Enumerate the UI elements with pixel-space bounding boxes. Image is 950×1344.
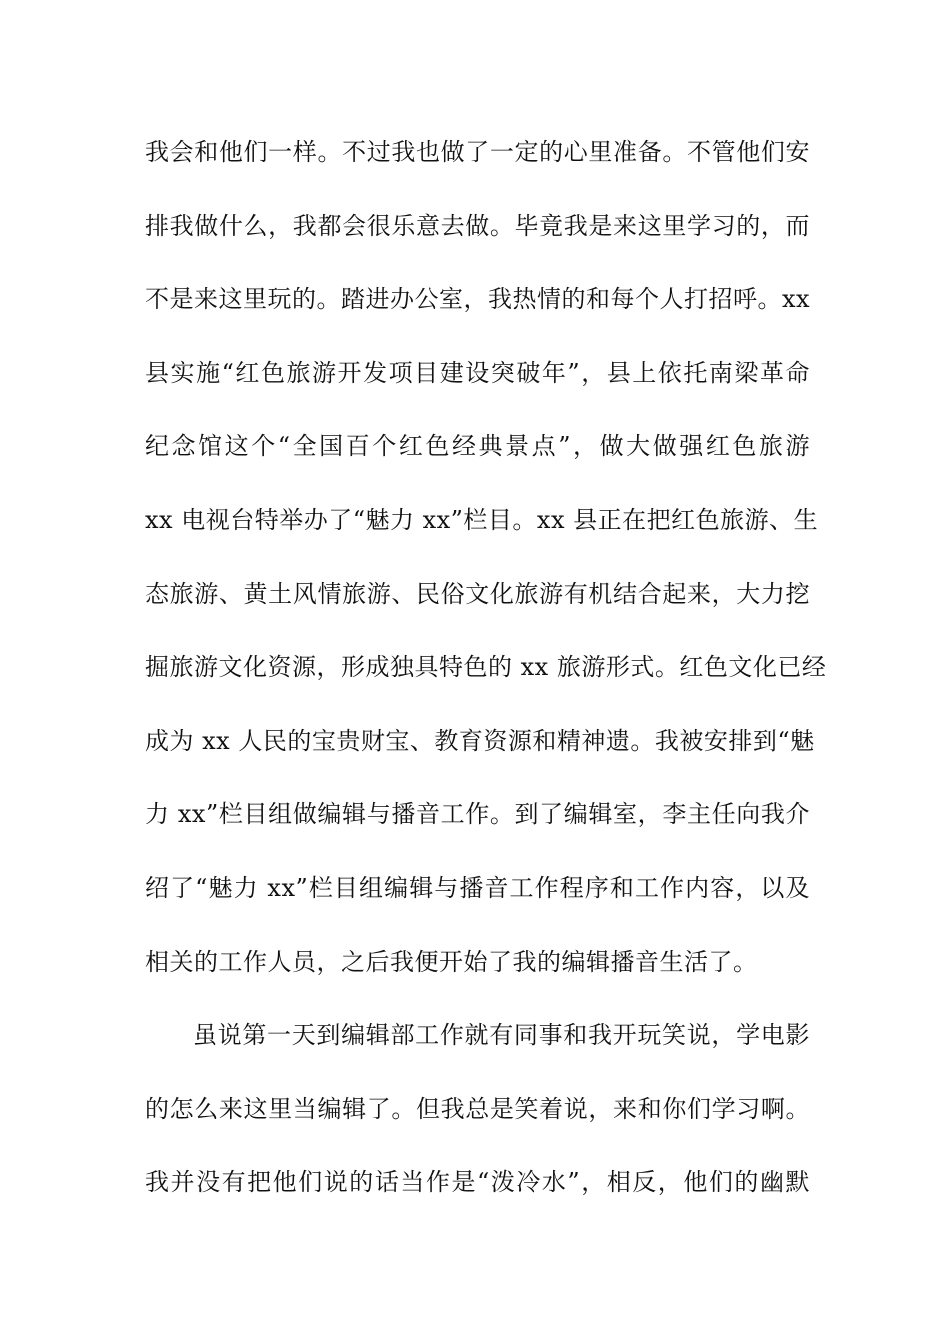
text-line: 我并没有把他们说的话当作是“泼冷水”，相反，他们的幽默 (145, 1168, 810, 1197)
text-line: 的怎么来这里当编辑了。但我总是笑着说，来和你们学习啊。 (145, 1094, 810, 1123)
text-line: 掘旅游文化资源，形成独具特色的 xx 旅游形式。红色文化已经 (145, 653, 827, 682)
text-line: xx 电视台特举办了“魅力 xx”栏目。xx 县正在把红色旅游、生 (145, 505, 819, 534)
text-line: 态旅游、黄土风情旅游、民俗文化旅游有机结合起来，大力挖 (145, 579, 810, 608)
text-line: 成为 xx 人民的宝贵财宝、教育资源和精神遗。我被安排到“魅 (145, 726, 815, 755)
document-body (145, 128, 827, 1232)
text-line: 相关的工作人员，之后我便开始了我的编辑播音生活了。 (145, 947, 758, 976)
text-line: 虽说第一天到编辑部工作就有同事和我开玩笑说，学电影 (193, 1021, 810, 1050)
text-line: 力 xx”栏目组做编辑与播音工作。到了编辑室，李主任向我介 (145, 800, 810, 829)
text-line: 绍了“魅力 xx”栏目组编辑与播音工作程序和工作内容，以及 (145, 873, 810, 902)
paragraph-2 (145, 1011, 810, 1232)
text-line: 不是来这里玩的。踏进办公室，我热情的和每个人打招呼。xx (145, 285, 811, 314)
paragraph-1 (145, 128, 827, 1011)
text-line: 纪念馆这个“全国百个红色经典景点”，做大做强红色旅游 (145, 432, 810, 461)
text-line: 排我做什么，我都会很乐意去做。毕竟我是来这里学习的，而 (145, 211, 810, 240)
text-line: 我会和他们一样。不过我也做了一定的心里准备。不管他们安 (145, 138, 810, 166)
text-line: 县实施“红色旅游开发项目建设突破年”，县上依托南梁革命 (145, 358, 810, 387)
